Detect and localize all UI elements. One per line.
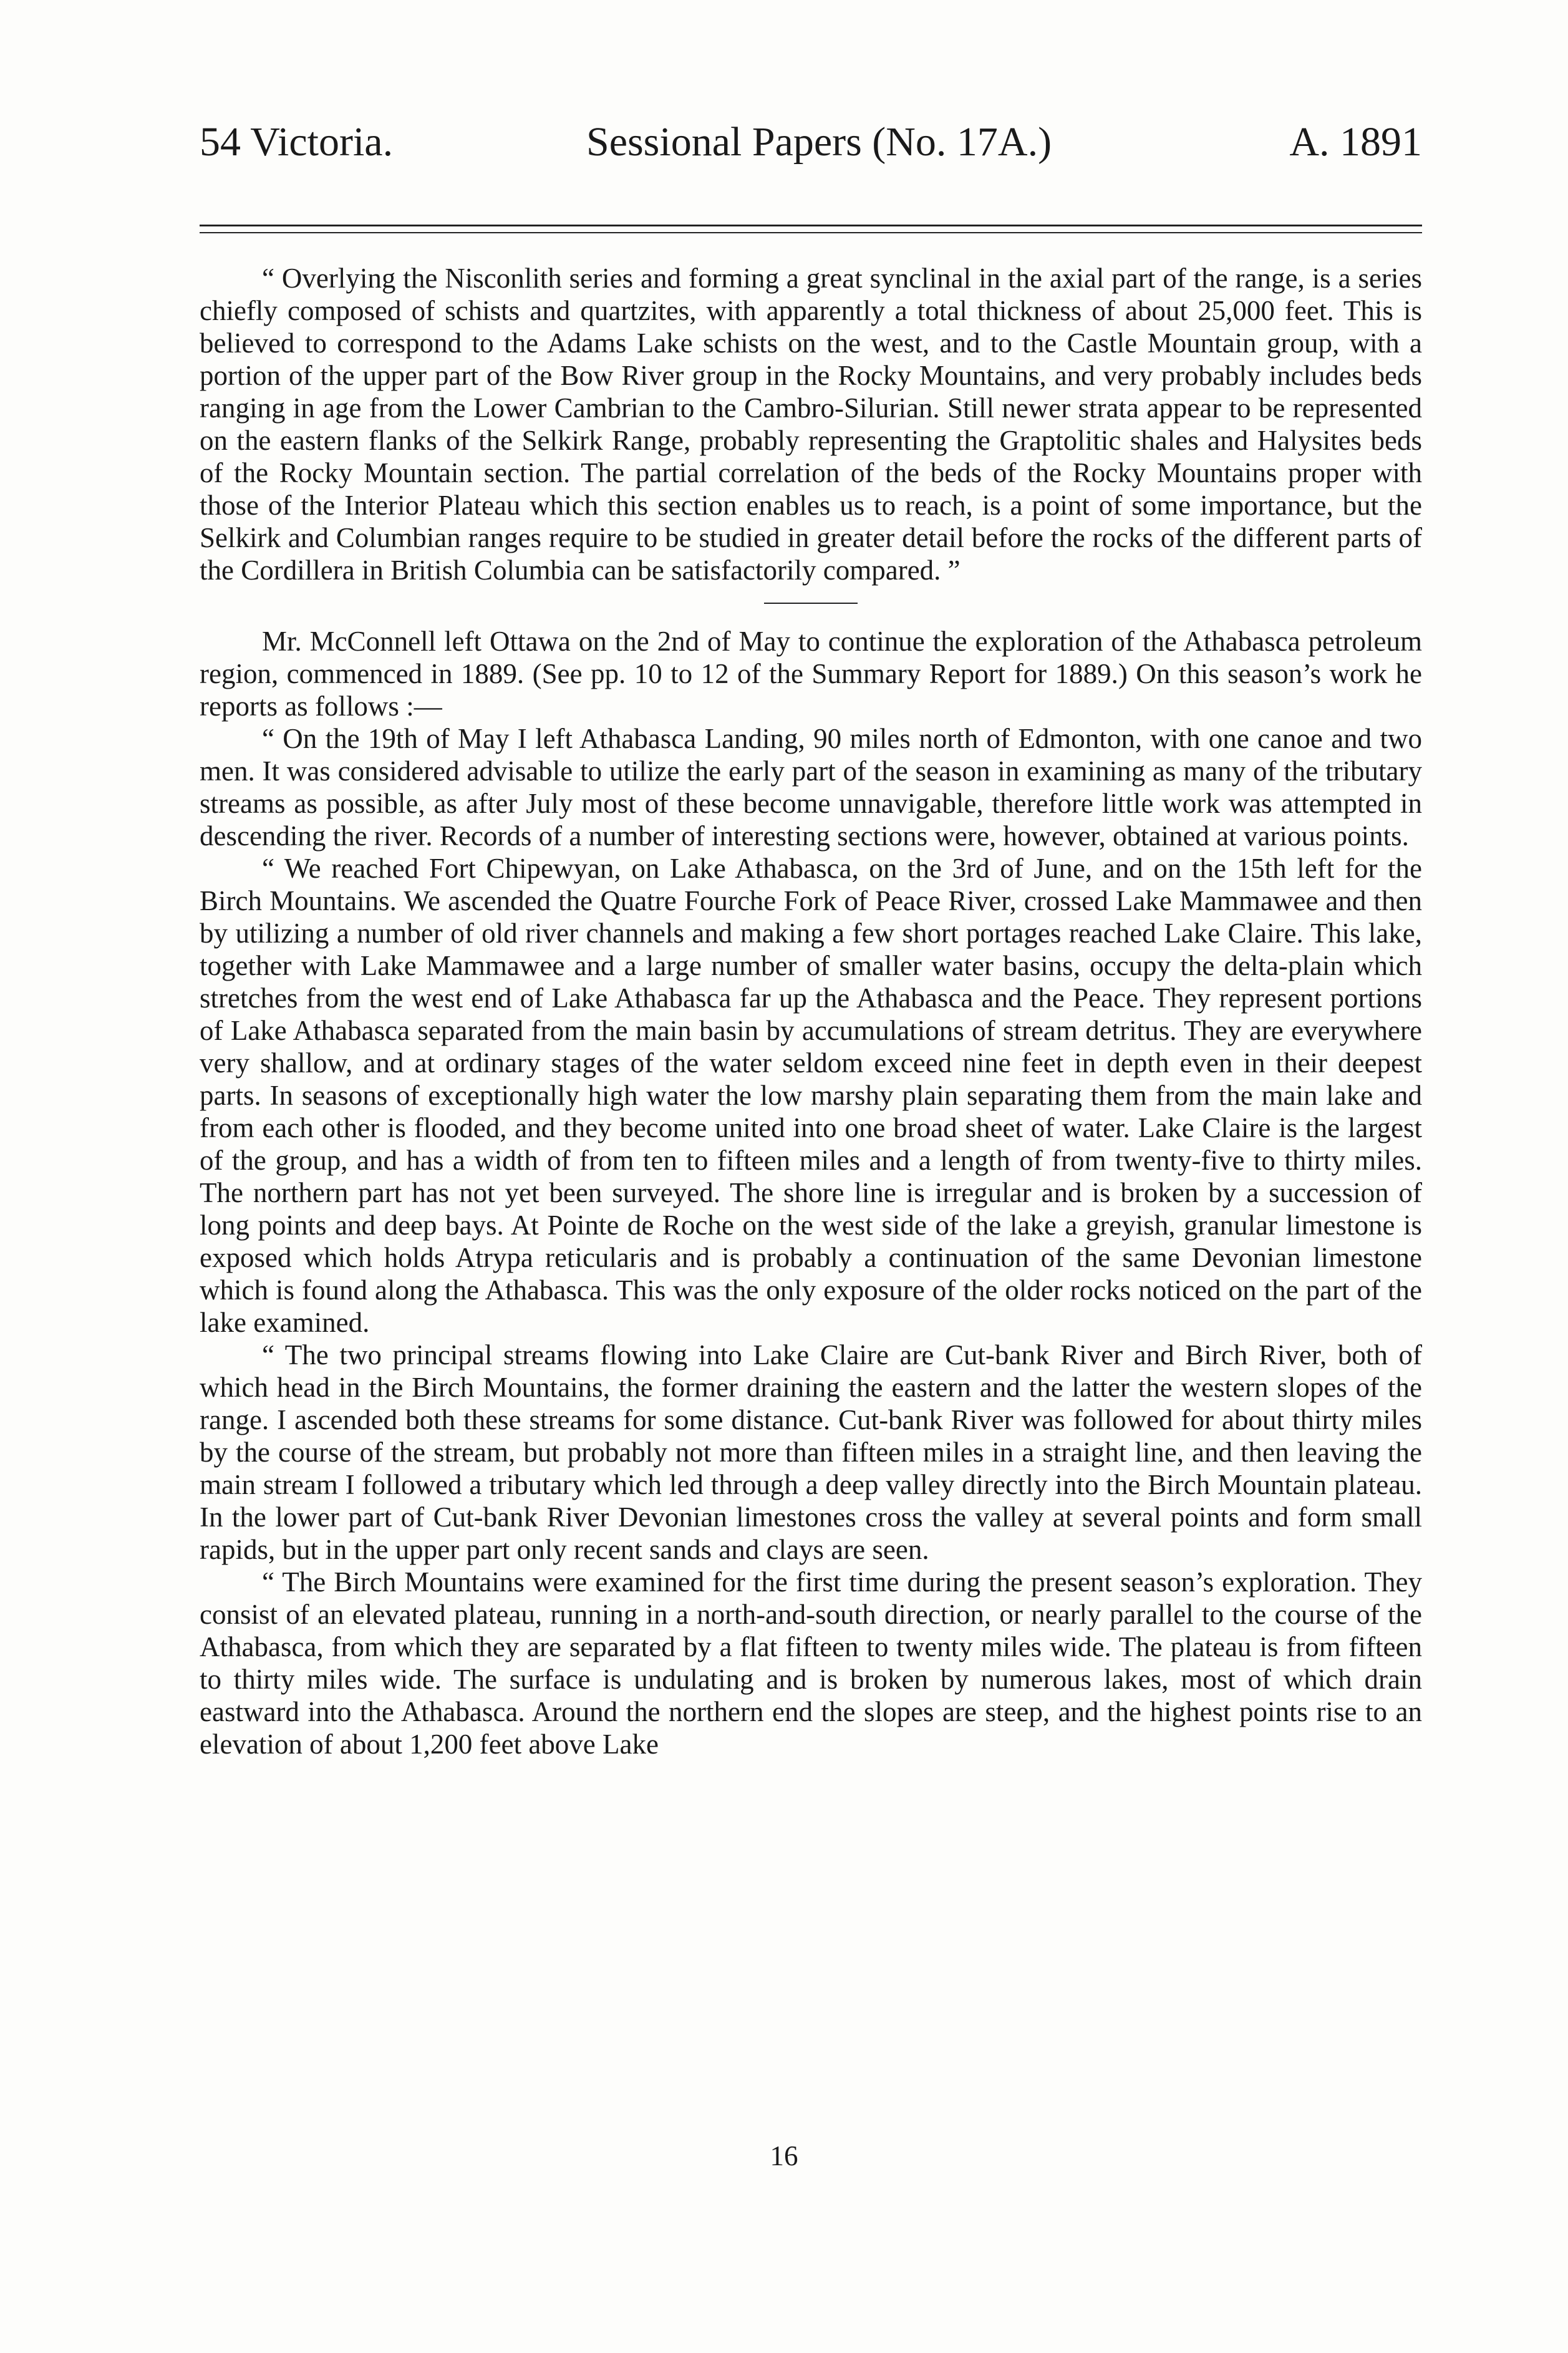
section-separator — [764, 603, 858, 604]
body-text — [200, 262, 1422, 1760]
paragraph-fort-chipewyan: “ We reached Fort Chipewyan, on Lake Athabasca, on the 3rd of June, and on the 15th left for the Birch Mountains. We ascended the Quatre Fourche Fork of Peace River, crossed Lake Mammawee and then by utilizing a number of old river channels and making a few short portages reached Lake Claire. This lake, together with Lake Mammawee and a large number of smaller water basins, occupy the delta-plain which stretches from the west end of Lake Athabasca far up the Athabasca and the Peace. They represent portions of Lake Athabasca separated from the main basin by accumulations of stream detritus. They are everywhere very shallow, and at ordinary stages of the water seldom exceed nine feet in depth even in their deepest parts. In seasons of exceptionally high water the low marshy plain separating them from the main lake and from each other is flooded, and they become united into one broad sheet of water. Lake Claire is the largest of the group, and has a width of from ten to fifteen miles and a length of from twenty-five to thirty miles. The northern part has not yet been surveyed. The shore line is irregular and is broken by a succession of long points and deep bays. At Pointe de Roche on the west side of the lake a greyish, granular limestone is exposed which holds Atrypa reticularis and is probably a continuation of the same Devonian limestone which is found along the Athabasca. This was the only exposure of the older rocks noticed on the part of the lake examined. — [200, 853, 1422, 1338]
paragraph-athabasca-landing: “ On the 19th of May I left Athabasca Landing, 90 miles north of Edmonton, with one canoe and two men. It was considered advisable to utilize the early part of the season in examining as many of the tributary streams as possible, as after July most of these become unnavigable, therefore little work was attempted in descending the river. Records of a number of interesting sections were, however, obtained at various points. — [200, 723, 1422, 851]
paragraph-quote-selkirk: “ Overlying the Nisconlith series and forming a great synclinal in the axial part of the range, is a series chiefly composed of schists and quartzites, with apparently a total thickness of about 25,000 feet. This is believed to correspond to the Adams Lake schists on the west, and to the Castle Mountain group, with a portion of the upper part of the Bow River group in the Rocky Mountains, and very probably includes beds ranging in age from the Lower Cambrian to the Cambro-Silurian. Still newer strata appear to be represented on the eastern flanks of the Selkirk Range, probably representing the Graptolitic shales and Halysites beds of the Rocky Mountain section. The partial correlation of the beds of the Rocky Mountains proper with those of the Interior Plateau which this section enables us to reach, is a point of some importance, but the Selkirk and Columbian ranges require to be studied in greater detail before the rocks of the different parts of the Cordillera in British Columbia can be satisfactorily compared. ” — [200, 263, 1422, 586]
paragraph-cut-bank-river: “ The two principal streams flowing into Lake Claire are Cut-bank River and Birch River, both of which head in the Birch Mountains, the former draining the eastern and the latter the western slopes of the range. I ascended both these streams for some distance. Cut-bank River was followed for about thirty miles by the course of the stream, but probably not more than fifteen miles in a straight line, and then leaving the main stream I followed a tributary which led through a deep valley directly into the Birch Mountain plateau. In the lower part of Cut-bank River Devonian limestones cross the valley at several points and form small rapids, but in the upper part only recent sands and clays are seen. — [200, 1339, 1422, 1565]
header-rule-top — [200, 225, 1422, 226]
running-header — [200, 119, 1422, 175]
header-rule-bottom — [200, 232, 1422, 233]
header-volume: 54 Victoria. — [200, 119, 394, 165]
paragraph-mcconnell-intro: Mr. McConnell left Ottawa on the 2nd of May to continue the exploration of the Athabasca petroleum region, commenced in 1889. (See pp. 10 to 12 of the Summary Report for 1889.) On this season’s work he reports as follows :— — [200, 626, 1422, 722]
header-year: A. 1891 — [1289, 119, 1422, 165]
page-number: 16 — [770, 2140, 798, 2171]
header-title: Sessional Papers (No. 17A.) — [586, 119, 1052, 165]
paragraph-birch-mountains: “ The Birch Mountains were examined for the first time during the present season’s exploration. They consist of an elevated plateau, running in a north-and-south direction, or nearly parallel to the course of the Athabasca, from which they are separated by a flat fifteen to twenty miles wide. The plateau is from fifteen to thirty miles wide. The surface is undulating and is broken by numerous lakes, most of which drain eastward into the Athabasca. Around the northern end the slopes are steep, and the highest points rise to an elevation of about 1,200 feet above Lake — [200, 1566, 1422, 1760]
